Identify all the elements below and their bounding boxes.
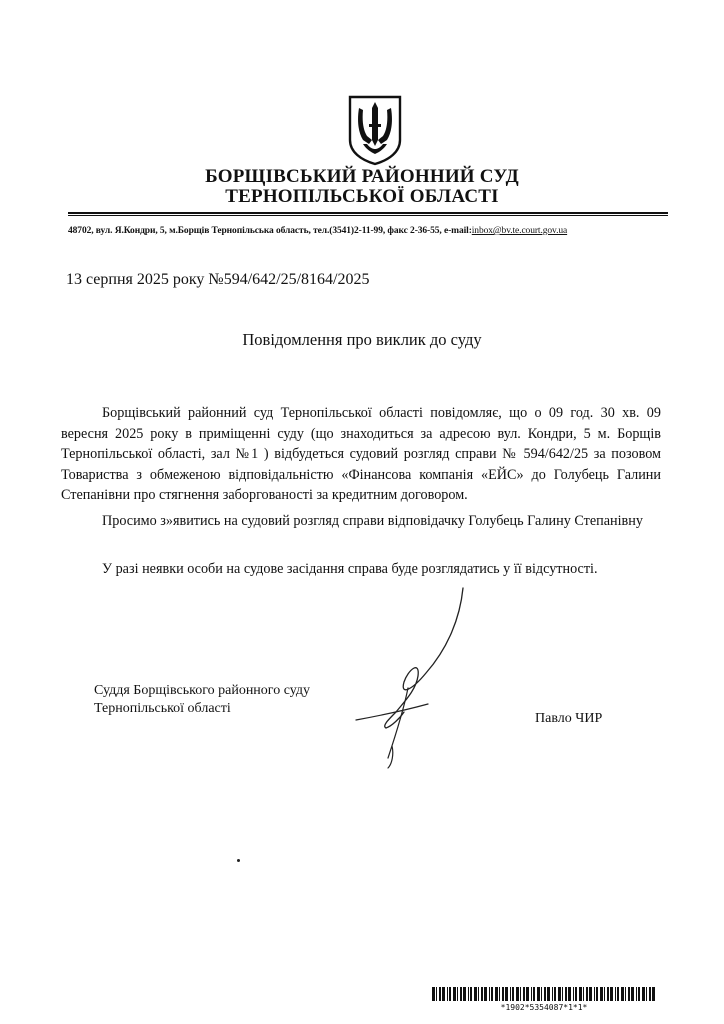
judge-title-line-1: Суддя Борщівського районного суду	[94, 683, 310, 698]
header-divider-thin	[68, 215, 668, 216]
handwritten-signature	[348, 578, 488, 778]
body-paragraph-3	[61, 559, 661, 580]
court-name-line-2: ТЕРНОПІЛЬСЬКОЇ ОБЛАСТІ	[225, 186, 499, 207]
stray-mark	[237, 859, 240, 862]
body-paragraph-2-text: Просимо з»явитись на судовий розгляд справи відповідачку Голубець Галину Степанівну	[102, 513, 643, 529]
header-divider	[68, 212, 668, 214]
court-email-link[interactable]: inbox@bv.te.court.gov.ua	[471, 226, 568, 236]
document-title: Повідомлення про виклик до суду	[242, 330, 482, 349]
coat-of-arms-emblem	[347, 94, 403, 166]
barcode	[432, 987, 656, 1001]
body-paragraph-3-text: У разі неявки особи на судове засідання справа буде розглядатись у її відсутності.	[102, 561, 598, 577]
judge-title-line-2: Тернопільської області	[94, 701, 231, 716]
judge-name: Павло ЧИР	[535, 711, 603, 726]
court-address-text: 48702, вул. Я.Кондри, 5, м.Борщів Тернопільська область, тел.(3541)2-11-99, факс 2-36-55, e-mail:	[68, 226, 472, 236]
court-name-line-1: БОРЩІВСЬКИЙ РАЙОННИЙ СУД	[205, 166, 519, 187]
body-paragraph-1	[61, 403, 661, 506]
body-paragraph-1-text: Борщівський районний суд Тернопільської області повідомляє, що о 09 год. 30 хв. 09 вересня 2025 року в приміщенні суду (що знаходиться за адресою вул. Кондри, 5 м. Борщів Тернопільської області, зал №1 ) відбудеться судовий розгляд справи № 594/642/25 за позовом Товариства з обмеженою відповідальністю «Фінансова компанія «ЕЙС» до Голубець Галини Степанівни про стягнення заборгованості за кредитним договором.	[61, 405, 661, 503]
body-paragraph-2	[61, 511, 661, 532]
document-date-number: 13 серпня 2025 року №594/642/25/8164/2025	[66, 271, 370, 288]
barcode-number: *1902*5354087*1*1*	[500, 1003, 588, 1012]
judge-title	[94, 682, 310, 718]
court-address	[68, 226, 678, 236]
